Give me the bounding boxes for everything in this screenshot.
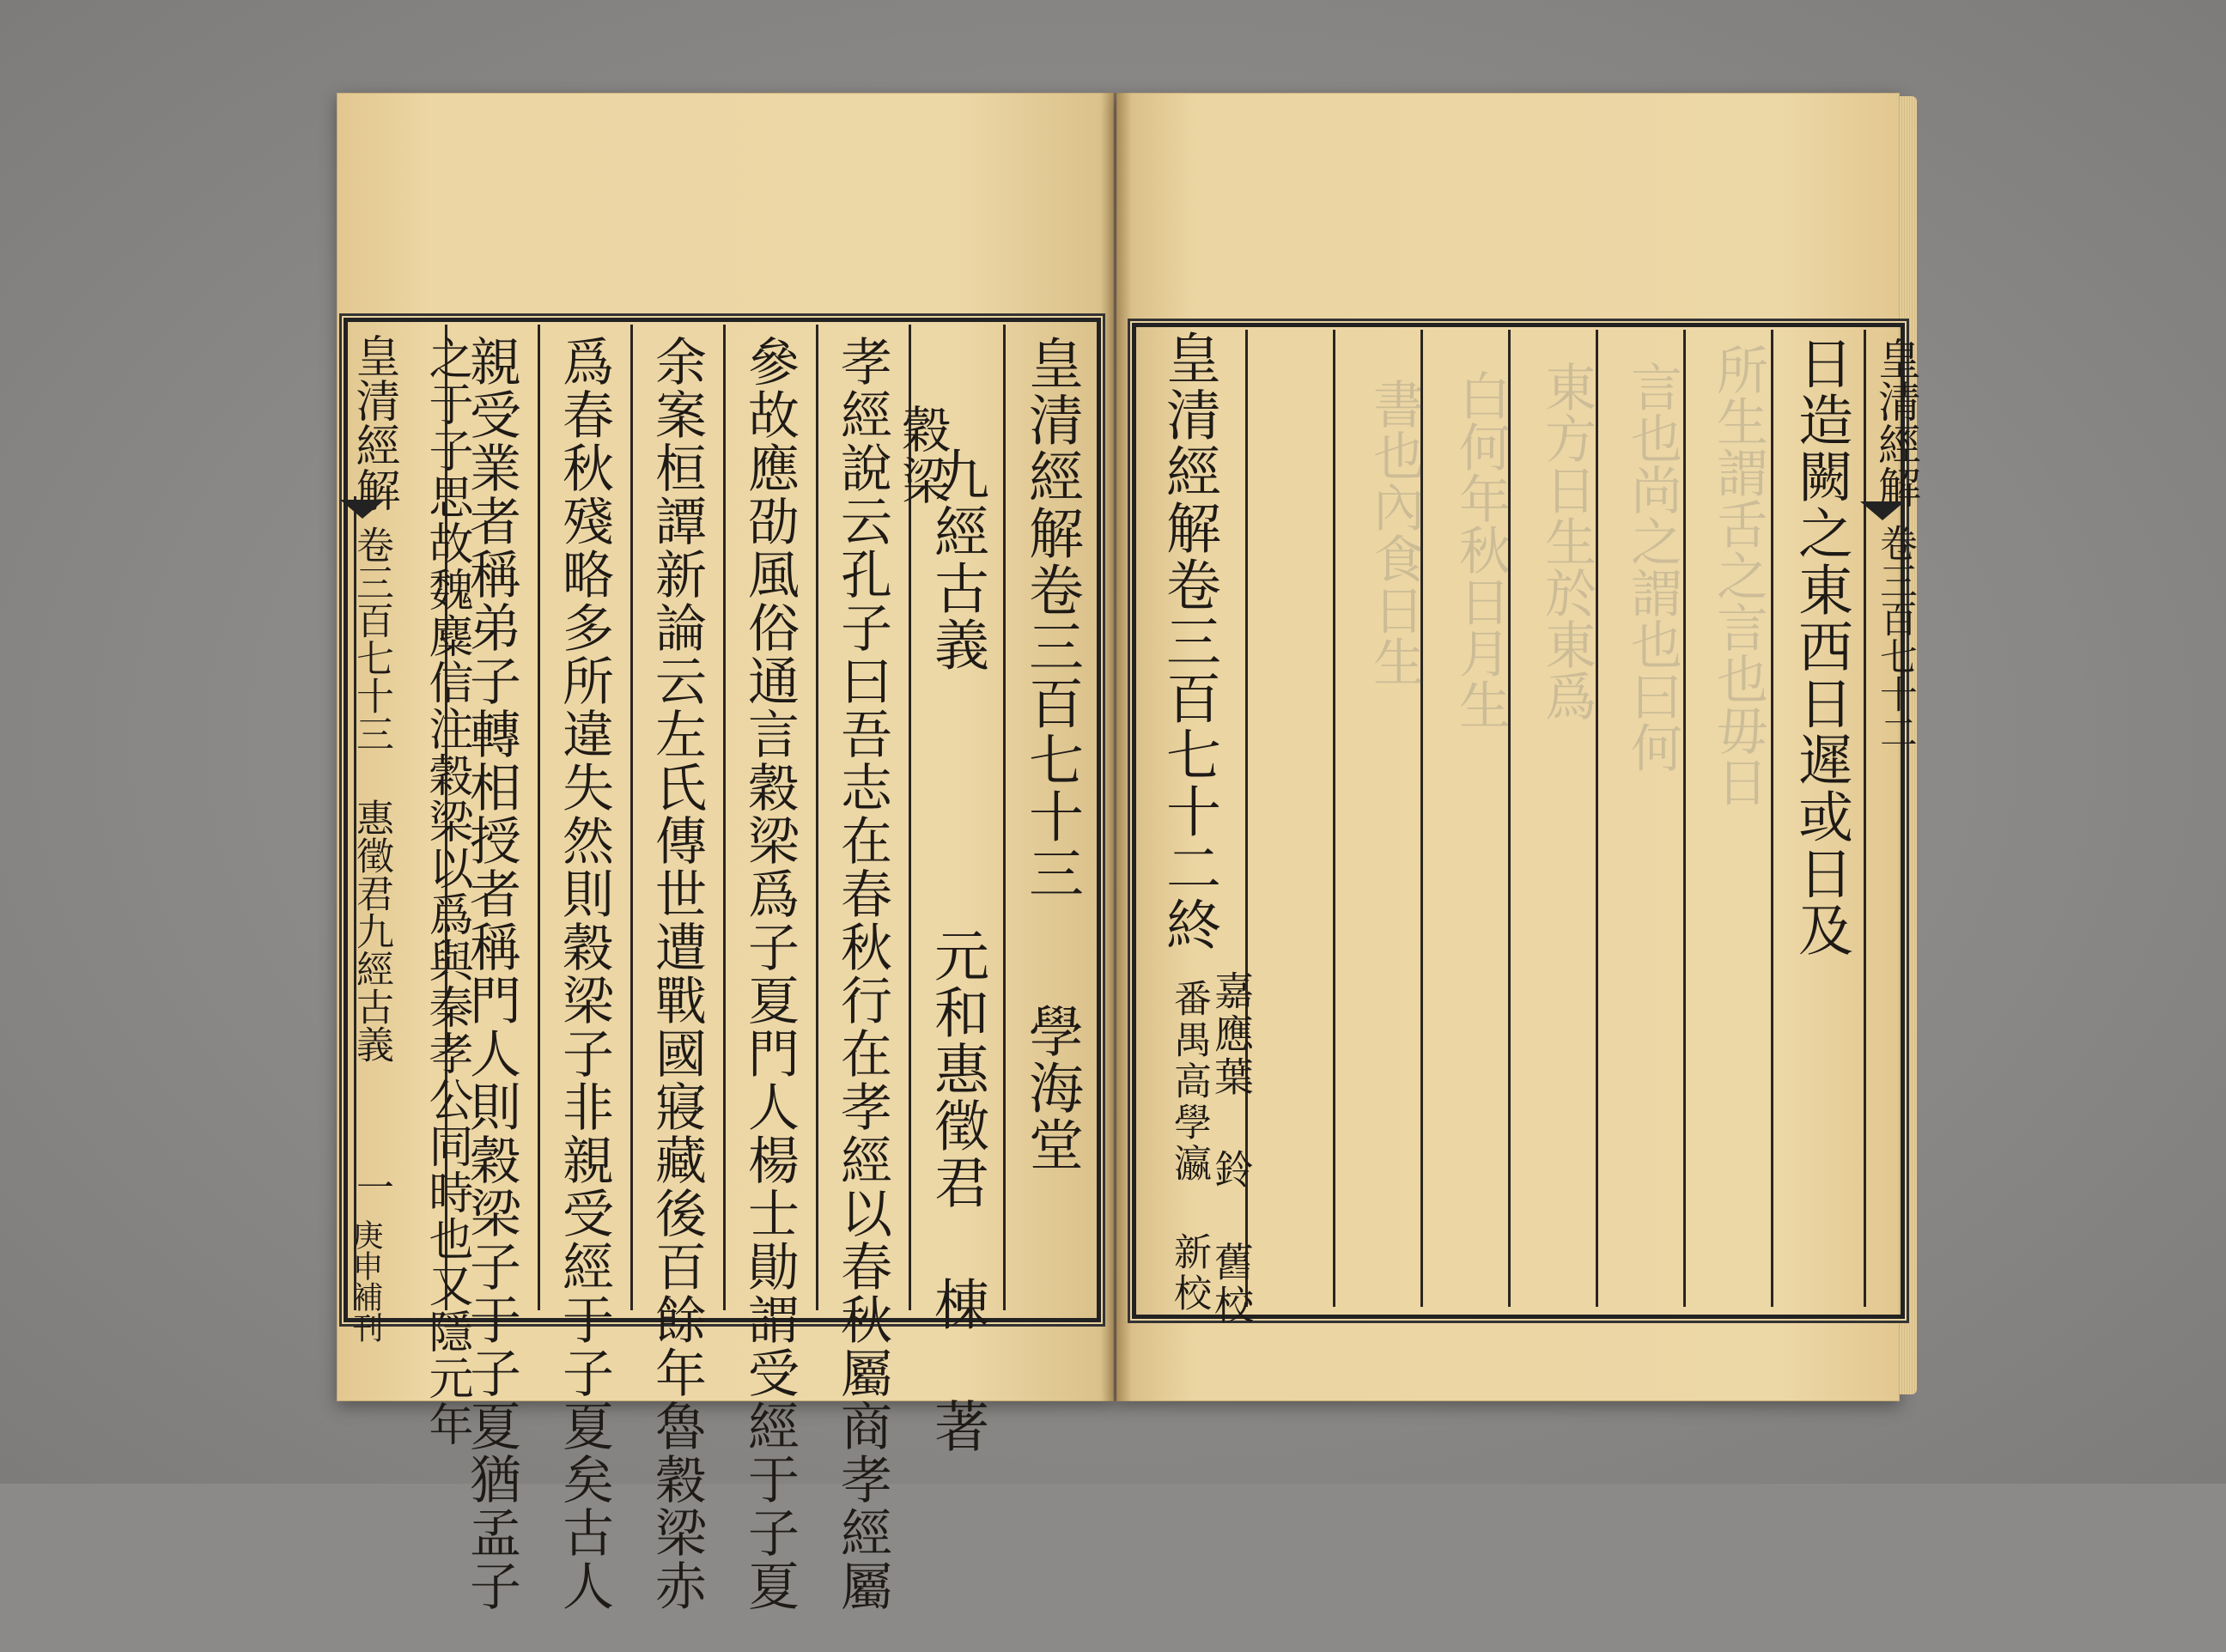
column-rule [538,325,540,1310]
left-col-3-section: 穀梁 [893,404,952,507]
column-rule [723,325,726,1310]
column-rule [816,325,818,1310]
column-rule [1003,325,1006,1310]
bleed-through-text: 東方日生於東爲 [1536,361,1597,721]
right-colophon-2: 番禺高學瀛 新校 [1167,979,1211,1315]
left-col-1-title: 皇清經解卷三百七十三 [1019,335,1083,902]
right-center-strip-title: 皇清經解 [1871,337,1921,508]
bleed-through-text: 所生謂舌之言也毋日 [1708,343,1768,807]
bleed-through-text: 白何年秋日月生 [1451,369,1511,730]
left-center-strip-work: 惠徵君九經古義 [350,799,393,1063]
left-center-strip-volume: 卷三百七十三 [350,525,393,752]
left-col-2-work: 九經古義 [925,446,988,673]
fishtail-mark [340,500,385,519]
left-col-body-3: 余案桓譚新論云左氏傳世遭戰國寢藏後百餘年魯穀梁赤 [647,335,707,1613]
left-center-strip-title: 皇清經解 [348,333,399,512]
right-center-strip-volume: 卷三百七十二 [1873,524,1917,750]
left-col-body-2: 參故應劭風俗通言穀梁爲子夏門人楊士勛謂受經于子夏 [739,335,800,1613]
bleed-through-text: 言也尚之謂也曰何 [1622,361,1682,773]
right-colophon-1: 嘉應葉 鈴 舊校 [1208,970,1255,1327]
right-col-end-title: 皇清經解卷三百七十二終 [1157,330,1220,953]
left-col-1-school: 學海堂 [1019,1003,1083,1173]
right-col-1-body: 日造闕之東西日遲或日及 [1789,335,1852,958]
left-col-body-1: 孝經說云孔子曰吾志在春秋行在孝經以春秋屬商孝經屬 [832,335,892,1613]
left-col-body-8 [445,1322,459,1652]
bleed-through-text: 書也內食日生 [1365,378,1425,687]
column-rule [630,325,633,1310]
left-col-body-9 [462,1322,476,1652]
left-center-strip-page: 一 [350,1168,393,1206]
left-col-body-5: 親受業者稱弟子轉相授者稱門人則穀梁子于子夏猶孟子 [461,335,521,1613]
left-col-2-author: 元和惠徵君 棟 著 [925,927,988,1455]
left-col-body-6: 之于子思故魏麋信注穀梁以爲與秦孝公同時也又隱元年 [421,335,472,1448]
left-col-body-4: 爲春秋殘略多所違失然則穀梁子非親受經于子夏矣古人 [554,335,614,1613]
column-rule [1333,330,1335,1307]
book-gutter [1101,93,1132,1401]
fishtail-mark [1860,501,1905,520]
left-center-strip-reprint: 庚申補刊 [348,1219,383,1343]
